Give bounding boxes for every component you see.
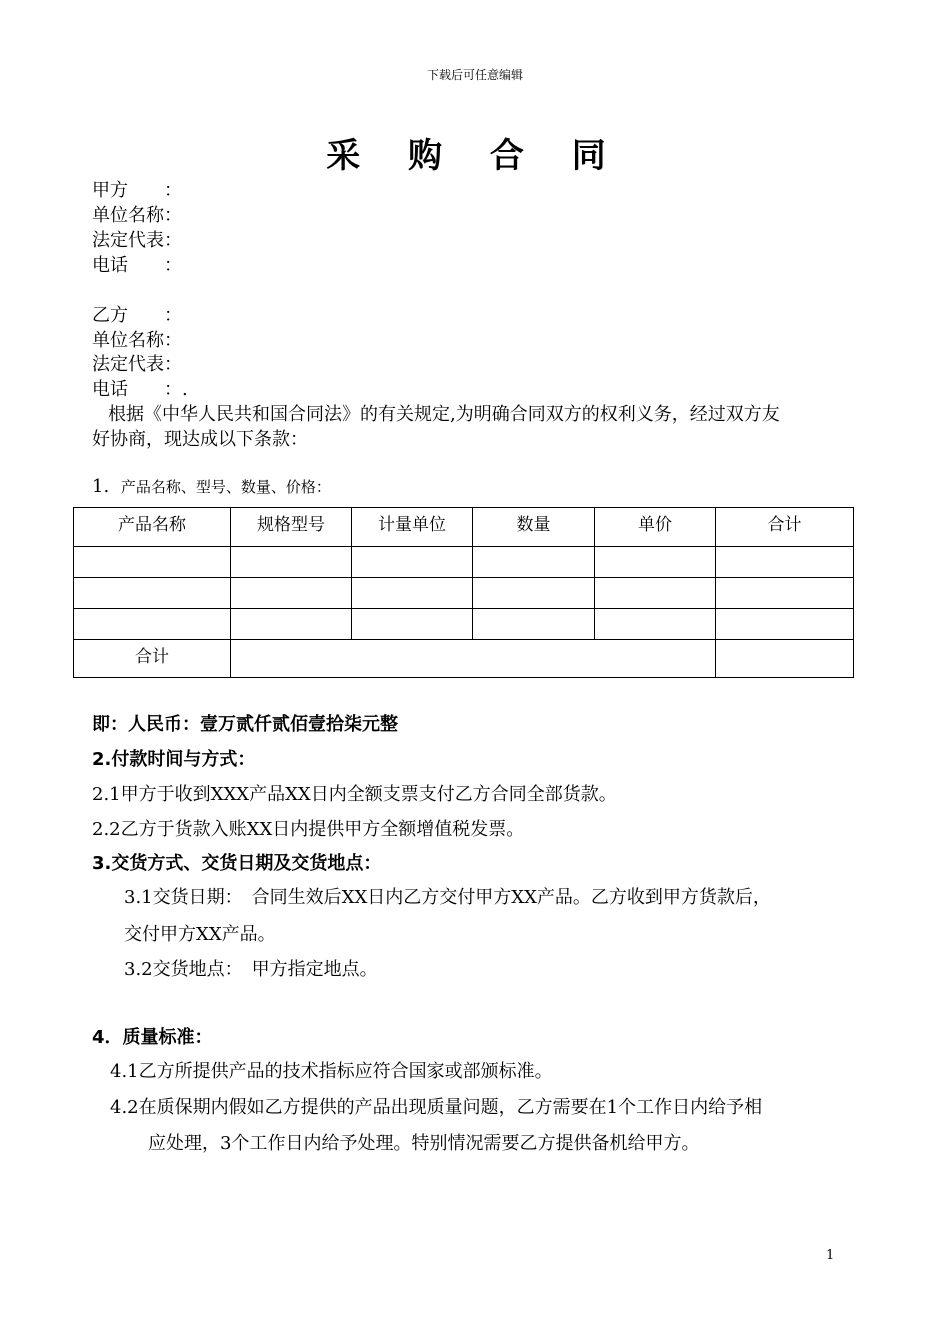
section-2-heading: 2.付款时间与方式： (92, 749, 256, 770)
table-cell[interactable] (595, 609, 716, 640)
column-header: 产品名称 (74, 508, 231, 547)
table-cell[interactable] (352, 547, 473, 578)
table-cell[interactable] (595, 578, 716, 609)
table-cell[interactable] (74, 578, 231, 609)
section-2-item-1: 2.1甲方于收到XXX产品XX日内全额支票支付乙方合同全部货款。 (92, 784, 617, 805)
table-cell[interactable] (231, 547, 352, 578)
page-header-note: 下载后可任意编辑 (426, 68, 523, 82)
page-number: 1 (826, 1248, 835, 1263)
party-b-legal-rep: 法定代表： (92, 354, 182, 375)
section-1-heading (92, 476, 331, 497)
section-1-number: 1. (92, 476, 110, 497)
section-4-heading: 4．质量标准： (92, 1027, 213, 1048)
column-header: 数量 (473, 508, 595, 547)
party-b-label: 乙方 ： (92, 305, 182, 326)
table-row (74, 609, 854, 640)
table-cell[interactable] (716, 547, 854, 578)
table-cell[interactable] (74, 547, 231, 578)
section-2-item-2: 2.2乙方于货款入账XX日内提供甲方全额增值税发票。 (92, 819, 525, 840)
intro-line-2: 好协商，现达成以下条款： (92, 429, 308, 450)
party-b-unit-name: 单位名称： (92, 330, 182, 351)
party-a-unit-name: 单位名称： (92, 205, 182, 226)
table-cell[interactable] (716, 578, 854, 609)
party-a-legal-rep: 法定代表： (92, 230, 182, 251)
column-header: 计量单位 (352, 508, 473, 547)
table-row (74, 578, 854, 609)
total-merged-cell[interactable] (231, 640, 716, 678)
table-cell[interactable] (595, 547, 716, 578)
table-cell[interactable] (473, 547, 595, 578)
section-4-item-1: 4.1乙方所提供产品的技术指标应符合国家或部颁标准。 (110, 1061, 553, 1082)
table-total-row (74, 640, 854, 678)
section-3-item-2: 3.2交货地点： 甲方指定地点。 (124, 959, 378, 980)
amount-in-words: 即：人民币：壹万贰仟贰佰壹拾柒元整 (92, 714, 398, 735)
total-value-cell[interactable] (716, 640, 854, 678)
table-header-row (74, 508, 854, 547)
table-cell[interactable] (231, 609, 352, 640)
column-header: 合计 (716, 508, 854, 547)
column-header: 规格型号 (231, 508, 352, 547)
table-cell[interactable] (473, 578, 595, 609)
section-4-item-2-line-1: 4.2在质保期内假如乙方提供的产品出现质量问题，乙方需要在1个工作日内给予相 (110, 1097, 763, 1118)
section-4-item-2-line-2: 应处理，3个工作日内给予处理。特别情况需要乙方提供备机给甲方。 (148, 1133, 700, 1154)
party-a-phone: 电话 ： (92, 255, 182, 276)
table-cell[interactable] (74, 609, 231, 640)
table-row (74, 547, 854, 578)
intro-line-1: 根据《中华人民共和国合同法》的有关规定,为明确合同双方的权利义务，经过双方友 (108, 404, 780, 425)
table-cell[interactable] (352, 609, 473, 640)
table-cell[interactable] (231, 578, 352, 609)
section-1-text: 产品名称、型号、数量、价格： (120, 478, 331, 496)
table-cell[interactable] (473, 609, 595, 640)
section-3-item-1-line-1: 3.1交货日期： 合同生效后XX日内乙方交付甲方XX产品。乙方收到甲方货款后， (124, 887, 771, 908)
column-header: 单价 (595, 508, 716, 547)
document-title: 采 购 合 同 (326, 136, 624, 176)
party-b-phone: 电话 ：. (92, 379, 188, 400)
table-cell[interactable] (352, 578, 473, 609)
table-cell[interactable] (716, 609, 854, 640)
section-3-item-1-line-2: 交付甲方XX产品。 (124, 924, 276, 945)
section-3-heading: 3.交货方式、交货日期及交货地点： (92, 853, 382, 874)
product-table (73, 507, 854, 678)
party-a-label: 甲方 ： (92, 180, 182, 201)
total-label-cell: 合计 (74, 640, 231, 678)
